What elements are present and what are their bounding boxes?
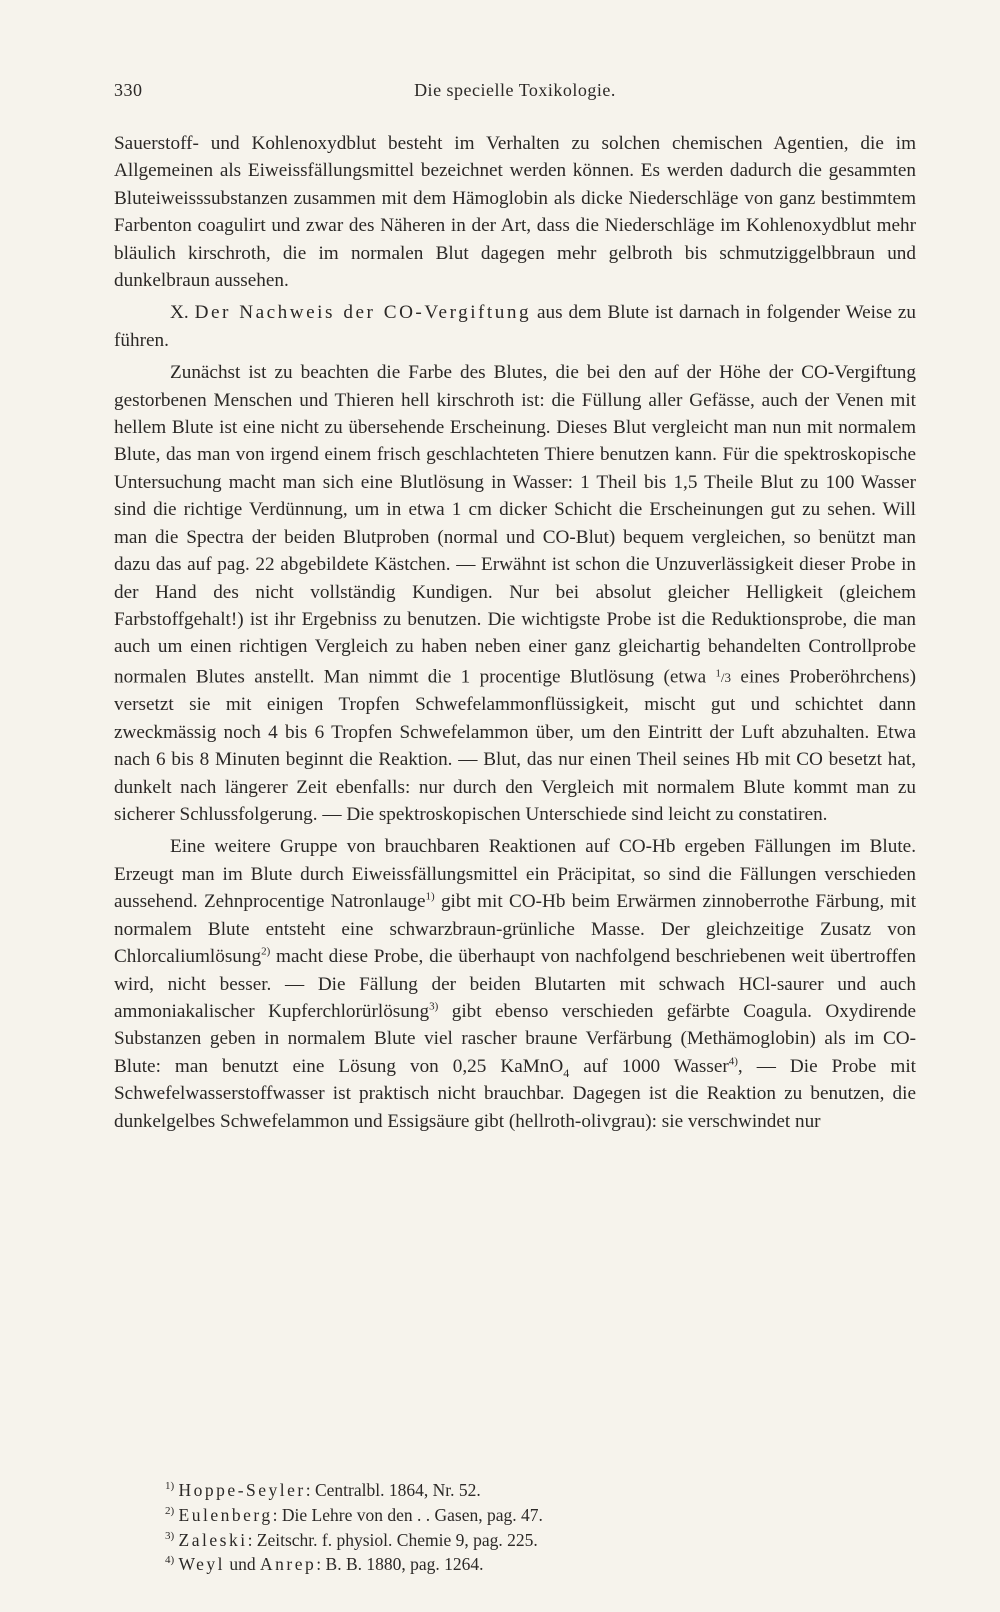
footnote-author: Weyl: [178, 1554, 226, 1575]
footnote-text: : Centralbl. 1864, Nr. 52.: [305, 1479, 481, 1500]
footnote-author: Zaleski: [178, 1529, 248, 1550]
paragraph-text: eines Proberöhrchens) versetzt sie mit einigen Tropfen Schwefelammonflüssigkeit, mischt gut und schichtet dann zweckmässig noch 4 bis 6 Tropfen Schwefelammon über, um den Eintritt der Luft abzuhalten. Etwa nach 6 bis 8 Minuten beginnt die Reaktion. — Blut, das nur einen Theil seines Hb mit CO besetzt hat, dunkelt nach längerer Zeit ebenfalls: nur durch den Vergleich mit normalem Blute kommt man zu sicherer Schlussfolgerung. — Die spektroskopischen Unterschiede sind leicht zu constatiren.: [114, 666, 917, 826]
paragraph: [114, 299, 916, 354]
footnote-text: : B. B. 1880, pag. 1264.: [316, 1554, 484, 1575]
footnote-text: und: [225, 1554, 261, 1575]
section-number: X.: [170, 302, 189, 324]
footnotes: [165, 1476, 865, 1575]
running-title: Die specielle Toxikologie.: [414, 80, 616, 100]
footnote-mark: 2): [165, 1504, 175, 1517]
footnote-author: Anrep: [260, 1554, 317, 1575]
paragraph-text: macht diese Probe, die überhaupt von nachfolgend beschriebenen weit übertroffen wird, nicht besser. — Die Fällung der beiden Blutarten mit schwach HCl-saurer und auch ammoniakalischer Kupferchlorürlösung: [114, 946, 917, 1022]
footnote-mark: 1): [165, 1480, 175, 1492]
paragraph: [114, 130, 916, 294]
footnote-text: : Die Lehre von den . . Gasen, pag. 47.: [272, 1504, 543, 1525]
footnote-ref: 1): [425, 890, 435, 903]
fraction: $^1$/3: [715, 667, 732, 686]
page-number: 330: [114, 80, 143, 100]
footnote-author: Hoppe-Seyler: [178, 1479, 306, 1500]
footnote: [165, 1476, 865, 1501]
footnote-author: Eulenberg: [178, 1504, 273, 1525]
page-header: [114, 80, 916, 110]
fraction-numerator: 1: [715, 667, 721, 680]
footnote-mark: 3): [165, 1529, 175, 1542]
spaced-heading-text: Der Nachweis der CO-Vergiftung: [194, 302, 532, 324]
paragraph-text: auf 1000 Wasser: [583, 1055, 729, 1077]
paragraph-text: gibt ebenso verschieden gefärbte Coagula. Oxydirende Substanzen geben in normalem Blute viel rascher braune Verfärbung (Methämoglobin) als im CO-Blute: man benutzt eine Lösung von 0,25 KaMnO: [114, 1000, 917, 1077]
paragraph-text: gibt mit CO-Hb beim Erwärmen zinnoberrothe Färbung, mit normalem Blute entsteht eine schwarzbraun-grünliche Masse. Der gleichzeitige Zusatz von Chlorcaliumlösung: [114, 891, 917, 968]
footnote-ref: 3): [429, 1000, 439, 1013]
subscript: 4: [563, 1065, 570, 1080]
paragraph-text: aus dem Blute ist darnach in folgender Weise zu führen.: [114, 302, 917, 351]
footnote-mark: 4): [165, 1554, 175, 1567]
footnote-ref: 2): [261, 945, 271, 958]
paragraph-text: Eine weitere Gruppe von brauchbaren Reaktionen auf CO-Hb ergeben Fällungen im Blute. Erzeugt man im Blute durch Eiweissfällungsmittel ein Präcipitat, so sind die Fällungen verschieden aussehend. Zehnprocentige Natronlauge: [114, 836, 916, 913]
paragraph: [114, 359, 916, 828]
fraction-denominator: 3: [724, 670, 732, 686]
paragraph-text: , — Die Probe mit Schwefelwasserstoffwasser ist praktisch nicht brauchbar. Dagegen ist die Reaktion zu benutzen, die dunkelgelbes Schwefelammon und Essigsäure gibt (hellroth-olivgrau): sie verschwindet nur: [114, 1055, 916, 1132]
footnote-ref: 4): [728, 1055, 738, 1068]
footnote: [165, 1550, 865, 1575]
paragraph-text: Zunächst ist zu beachten die Farbe des Blutes, die bei den auf der Höhe der CO-Vergiftung gestorbenen Menschen und Thieren hell kirschroth ist: die Füllung aller Gefässe, auch der Venen mit hellem Blute ist eine nicht zu übersehende Erscheinung. Dieses Blut vergleicht man nun mit normalem Blute, das man von irgend einem frisch geschlachteten Thiere benutzen kann. Für die spektroskopische Untersuchung macht man sich eine Blutlösung in Wasser: 1 Theil bis 1,5 Theile Blut zu 100 Wasser sind die richtige Verdünnung, um in etwa 1 cm dicker Schicht die Erscheinungen gut zu sehen. Will man die Spectra der beiden Blutproben (normal und CO-Blut) bequem vergleichen, so benützt man dazu das auf pag. 22 abgebildete Kästchen. — Erwähnt ist schon die Unzuverlässigkeit dieser Probe in der Hand des nicht vollständig Kundigen. Nur bei absolut gleicher Helligkeit (gleichem Farbstoffgehalt!) ist ihr Ergebniss zu benutzen. Die wichtigste Probe ist die Reduktionsprobe, die man auch um einen richtigen Vergleich zu haben neben einer ganz gleichartig behandelten Controllprobe normalen Blutes anstellt. Man nimmt die 1 procentige Blutlösung (etwa: [114, 362, 916, 688]
body-text: [114, 130, 916, 1135]
footnote-text: : Zeitschr. f. physiol. Chemie 9, pag. 225.: [247, 1529, 538, 1550]
footnote: [165, 1526, 865, 1551]
footnote: [165, 1501, 865, 1526]
paragraph-text: Sauerstoff- und Kohlenoxydblut besteht im Verhalten zu solchen chemischen Agentien, die im Allgemeinen als Eiweissfällungsmittel bezeichnet werden können. Es werden dadurch die gesammten Bluteiweisssubstanzen zusammen mit dem Hämoglobin als dicke Niederschläge von ganz bestimmtem Farbenton coagulirt und zwar des Näheren in der Art, dass die Niederschläge im Kohlenoxydblut mehr bläulich kirschroth, die im normalen Blut dagegen mehr gelbroth bis schmutziggelbbraun und dunkelbraun aussehen.: [114, 133, 916, 292]
paragraph: [114, 833, 916, 1134]
